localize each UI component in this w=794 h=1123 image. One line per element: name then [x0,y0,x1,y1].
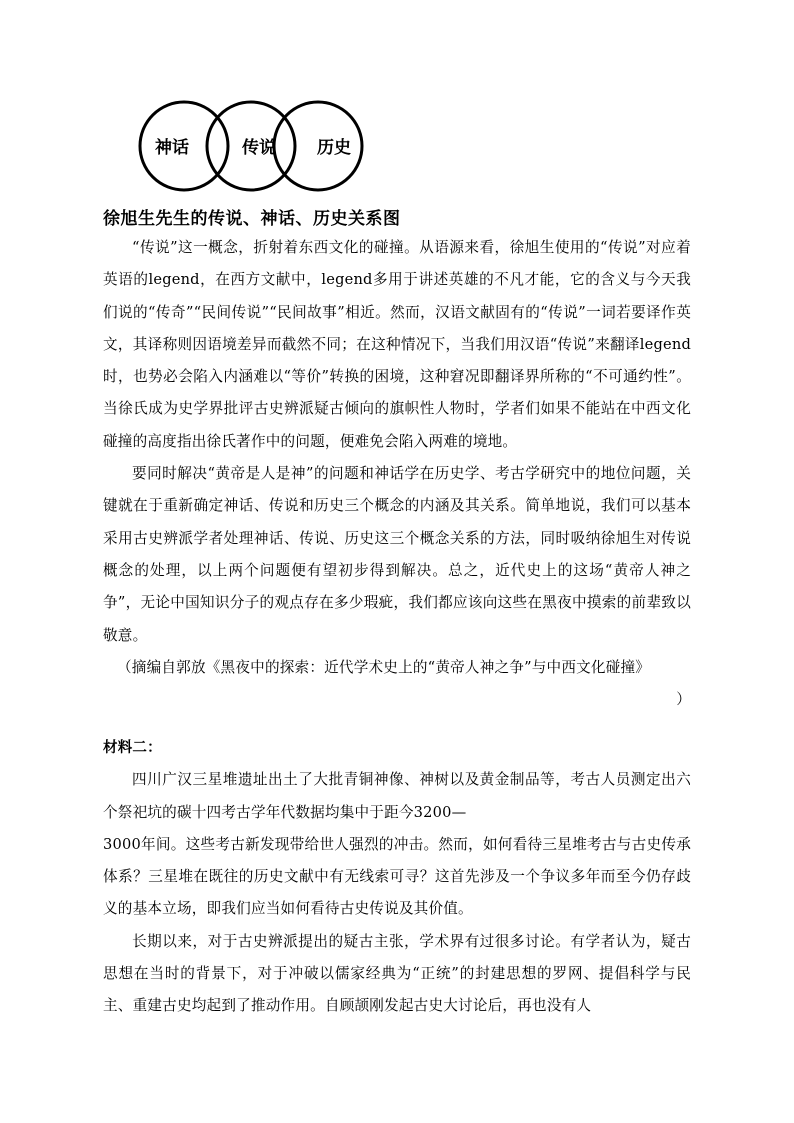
label-legend: 传说 [242,138,276,158]
material2-body [103,732,691,1023]
venn-diagram [134,100,364,192]
material2-paragraph-1-part1: 四川广汉三星堆遗址出土了大批青铜神像、神树以及黄金制品等，考古人员测定出六个祭祀坑的碳十四考古学年代数据均集中于距今3200— [103,771,691,821]
label-history: 历史 [317,138,351,158]
material2-paragraph-2: 长期以来，对于古史辨派提出的疑古主张，学术界有过很多讨论。有学者认为，疑古思想在当时的背景下，对于冲破以儒家经典为“正统”的封建思想的罗网、提倡科学与民主、重建古史均起到了推动作用。自顾颉刚发起古史大讨论后，再也没有人 [103,932,691,1015]
material1-body [103,232,691,716]
diagram-caption: 徐旭生先生的传说、神话、历史关系图 [103,209,401,229]
material1-paragraph-2: 要同时解决“黄帝是人是神”的问题和神话学在历史学、考古学研究中的地位问题，关键就在于重新确定神话、传说和历史三个概念的内涵及其关系。简单地说，我们可以基本采用古史辨派学者处理神话、传说、历史这三个概念关系的方法，同时吸纳徐旭生对传说概念的处理，以上两个问题便有望初步得到解决。总之，近代史上的这场“黄帝人神之争”，无论中国知识分子的观点存在多少瑕疵，我们都应该向这些在黑夜中摸索的前辈致以敬意。 [103,465,691,644]
source-citation: （摘编自郭放《黑夜中的探索：近代学术史上的“黄帝人神之争”与中西文化碰撞》 [117,658,651,676]
material2-heading: 材料二： [103,740,162,756]
material2-paragraph-1-part2: 3000年间。这些考古新发现带给世人强烈的冲击。然而，如何看待三星堆考古与古史传承体系？三星堆在既往的历史文献中有无线索可寻？这首先涉及一个争议多年而至今仍存歧义的基本立场，即我们应当如何看待古史传说及其价值。 [103,835,691,918]
venn-svg [134,100,364,192]
material1-paragraph-1: “传说”这一概念，折射着东西文化的碰撞。从语源来看，徐旭生使用的“传说”对应着英语的legend，在西方文献中，legend多用于讲述英雄的不凡才能，它的含义与今天我们说的“传奇”“民间传说”“民间故事”相近。然而，汉语文献固有的“传说”一词若要译作英文，其译称则因语境差异而截然不同；在这种情况下，当我们用汉语“传说”来翻译legend时，也势必会陷入内涵难以“等价”转换的困境，这种窘况即翻译界所称的“不可通约性”。当徐氏成为史学界批评古史辨派疑古倾向的旗帜性人物时，学者们如果不能站在中西文化碰撞的高度指出徐氏著作中的问题，便难免会陷入两难的境地。 [103,239,691,450]
label-myth: 神话 [155,138,189,158]
source-citation-close: ） [676,691,691,709]
